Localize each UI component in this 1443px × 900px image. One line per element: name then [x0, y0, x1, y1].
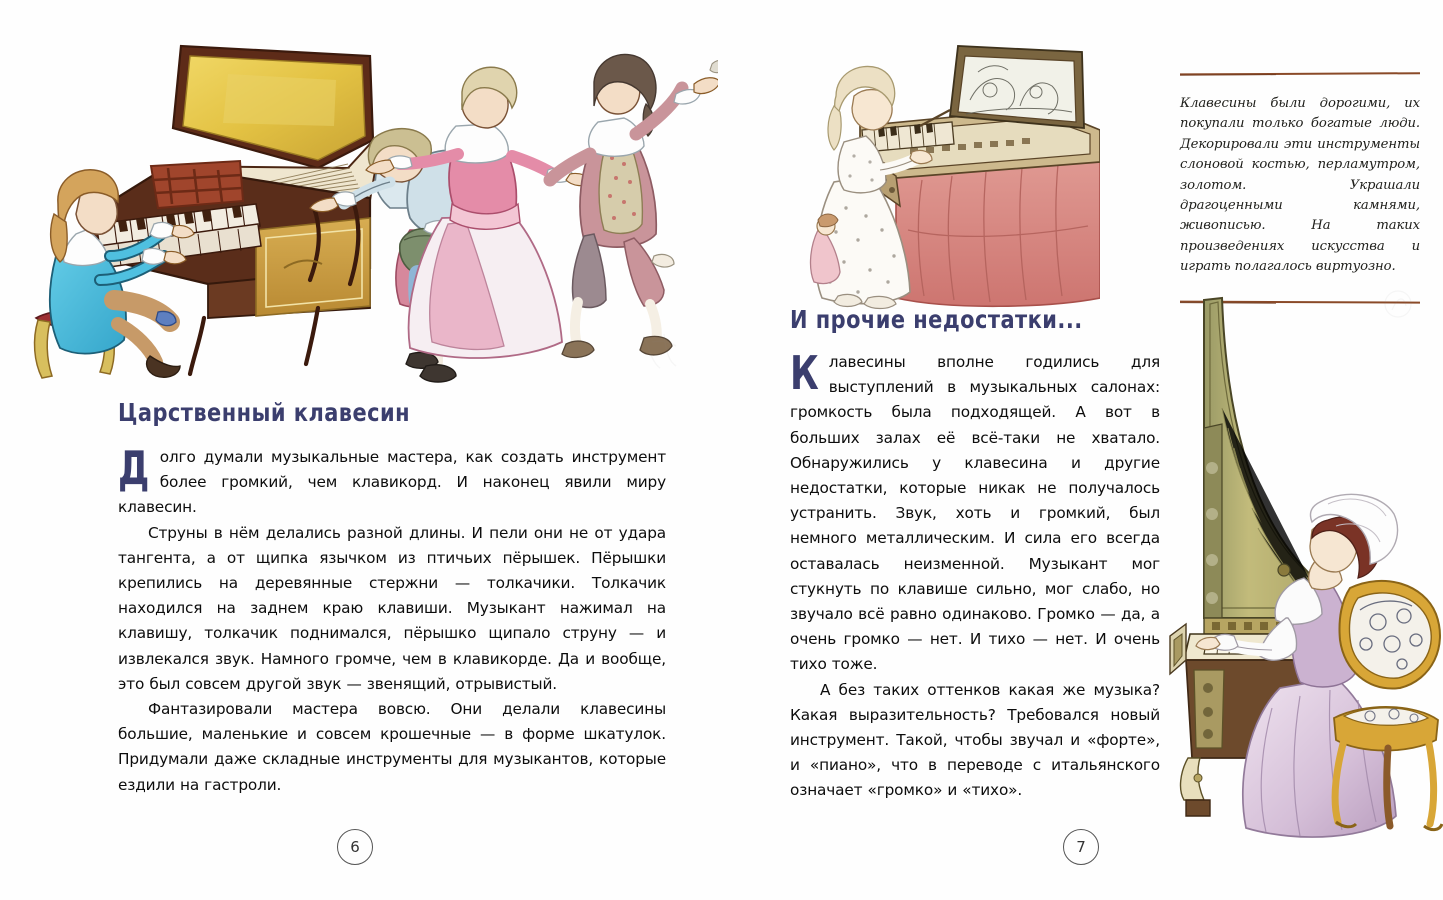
- spinet-painted-lid: [920, 46, 1084, 128]
- right-paragraph-1: Клавесины вполне годились для выступлений в музыкальных салонах: громкость была подходящей. А вот в больших залах её всё-таки не хватало. Обнаружились у клавесина и другие недостатки, которые никак не получалось устранить. Звук, хоть и громкий, был немного металлическим. И сила его всегда оставалась неизменной. Музыкант мог стукнуть по клавише сильно, мог слабо, но звучало всё равно одинаково. Громко — да, а очень громко — нет. И тихо — нет. И очень тихо тоже.: [790, 346, 1160, 674]
- sidenote-text: Клавесины были дорогими, их покупали только богатые люди. Декорировали эти инструменты слоновой костью, перламутром, золотом. Украшали драгоценными камнями, живописью. На таких произведениях искусства и играть полагалось виртуозно.: [1180, 96, 1420, 275]
- folio-left: [337, 829, 373, 865]
- sidenote-rule-top: [1180, 72, 1420, 76]
- left-dropcap: Д: [118, 441, 150, 495]
- folio-right-number: 7: [1076, 838, 1086, 856]
- right-page-text-column: [790, 305, 1160, 804]
- sidenote-block: [1180, 63, 1420, 309]
- right-dropcap: К: [790, 346, 819, 400]
- left-paragraph-1: Долго думали музыкальные мастера, как создать инструмент более громкий, чем клавикорд. И наконец явили миру клавесин.: [118, 441, 666, 517]
- harpsichord-lid: [173, 46, 373, 168]
- left-page-heading: Царственный клавесин: [118, 398, 411, 427]
- left-paragraph-3: Фантазировали мастера вовсю. Они делали клавесины большие, маленькие и совсем крошечные — в форме шкатулок. Придумали даже складные инструменты для музыкантов, которые ездили на гастроли.: [118, 700, 666, 794]
- left-page-text-column: [118, 398, 666, 798]
- harpsichord-salon-scene-illustration: [18, 18, 718, 388]
- right-paragraph-2: А без таких оттенков какая же музыка? Какая выразительность? Требовался новый инструмент. Такой, чтобы звучал и «форте», и «пиано», что в переводе с итальянского означает «громко» и «тихо».: [790, 680, 1160, 800]
- gentleman-figure: [550, 54, 718, 357]
- lady-pink-dress-figure: [366, 67, 592, 358]
- left-paragraph-2: Струны в нём делались разной длины. И пели они не от удара тангента, а от щипка язычком из птичьих пёрышек. Пёрышки крепились на деревянные стержни — толкачики. Толкачик находился на заднем краю клавиши. Музыкант нажимал на клавишу, толкачик поднимался, пёрышко щипало струну — и извлекался звук. Намного громче, чем в клавикорде. Да и вообще, это был совсем другой звук — звенящий, отрывистый.: [118, 523, 666, 693]
- folio-left-number: 6: [350, 838, 360, 856]
- page-watermark: [1385, 291, 1411, 317]
- girl-at-table-spinet-illustration: [800, 30, 1100, 315]
- lady-at-upright-harpsichord-illustration: [1160, 288, 1443, 848]
- red-draped-table: [896, 156, 1100, 306]
- folio-right: [1063, 829, 1099, 865]
- right-page-heading: И прочие недостатки...: [790, 305, 1083, 334]
